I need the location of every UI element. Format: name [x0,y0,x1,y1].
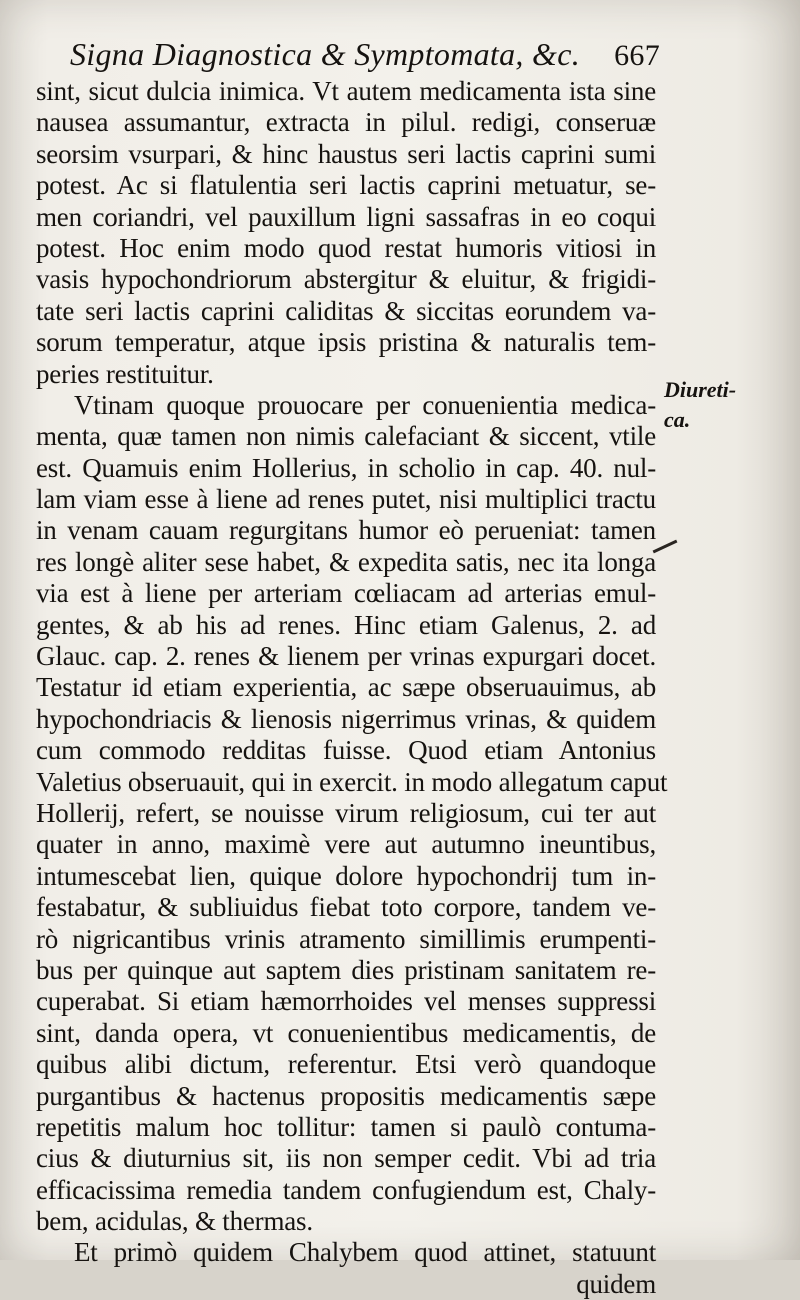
page-number: 667 [614,39,660,72]
text-line: potest. Ac si flatulentia seri lactis caprini metuatur, se- [36,170,656,201]
text-line: seorsim vsurpari, & hinc haustus seri lactis caprini sumi [36,138,656,169]
text-line: est. Quamuis enim Hollerius, in scholio in cap. 40. nul- [36,452,656,483]
text-line: menta, quæ tamen non nimis calefaciant & siccent, vtile [36,421,656,452]
text-line: bem, acidulas, & thermas. [36,1206,313,1237]
text-line: repetitis malum hoc tollitur: tamen si paulò contuma- [36,1111,656,1142]
text-line: purgantibus & hactenus propositis medicamentis sæpe [36,1080,656,1111]
margin-note-line-2: ca. [664,407,691,432]
text-line: Et primò quidem Chalybem quod attinet, statuunt [74,1237,656,1268]
text-line: quibus alibi dictum, referentur. Etsi verò quandoque [36,1049,656,1080]
body-text [36,76,668,1300]
text-line: potest. Hoc enim modo quod restat humoris vitiosi in [36,232,656,263]
text-line: Glauc. cap. 2. renes & lienem per vrinas expurgari docet. [36,641,656,672]
text-line: lam viam esse à liene ad renes putet, nisi multiplici tractu [36,484,656,515]
text-line: vasis hypochondriorum abstergitur & eluitur, & frigidi- [36,264,656,295]
text-line: via est à liene per arteriam cœliacam ad arterias emul- [36,578,656,609]
text-line: festabatur, & subliuidus fiebat toto corpore, tandem ve- [36,892,656,923]
text-line: tate seri lactis caprini caliditas & siccitas eorundem va- [36,295,656,326]
margin-note-line-1: Diureti- [664,377,737,402]
text-line: gentes, & ab his ad renes. Hinc etiam Galenus, 2. ad [36,609,656,640]
text-line: Vtinam quoque prouocare per conuenientia medica- [74,389,656,420]
text-line: bus per quinque aut saptem dies pristinam sanitatem re- [36,954,656,985]
text-line: intumescebat lien, quique dolore hypochondrij tum in- [36,860,656,891]
catchword: quidem [576,1268,656,1299]
text-line: cius & diuturnius sit, iis non semper cedit. Vbi ad tria [36,1143,656,1174]
text-line: sorum temperatur, atque ipsis pristina & naturalis tem- [36,327,656,358]
running-title: Signa Diagnostica & Symptomata, &c. [70,36,581,72]
text-line: peries restituitur. [36,358,214,389]
text-line: in venam cauam regurgitans humor eò perueniat: tamen [36,515,656,546]
text-line: men coriandri, vel pauxillum ligni sassafras in eo coqui [36,201,656,232]
text-line: quater in anno, maximè vere aut autumno ineuntibus, [36,829,656,860]
text-line: hypochondriacis & lienosis nigerrimus vrinas, & quidem [36,703,656,734]
text-line: sint, danda opera, vt conuenientibus medicamentis, de [36,1017,656,1048]
text-line: Testatur id etiam experientia, ac sæpe obseruauimus, ab [36,672,656,703]
text-line: res longè aliter sese habet, & expedita satis, nec ita longa [36,546,656,577]
text-line: rò nigricantibus vrinis atramento simillimis erumpenti- [36,923,656,954]
text-line: nausea assumantur, extracta in pilul. redigi, conseruæ [36,107,656,138]
text-line: Hollerij, refert, se nouisse virum religiosum, cui ter aut [36,797,656,828]
ink-mark [653,540,678,554]
text-line: sint, sicut dulcia inimica. Vt autem medicamenta ista sine [36,76,656,106]
text-line: cuperabat. Si etiam hæmorrhoides vel menses suppressi [36,986,656,1017]
text-line: Valetius obseruauit, qui in exercit. in modo allegatum caput [36,766,668,797]
text-line: cum commodo redditas fuisse. Quod etiam Antonius [36,735,656,766]
show-through-text [694,80,794,200]
text-line: efficacissima remedia tandem confugiendum est, Chaly- [36,1174,656,1205]
margin-note [664,375,736,435]
